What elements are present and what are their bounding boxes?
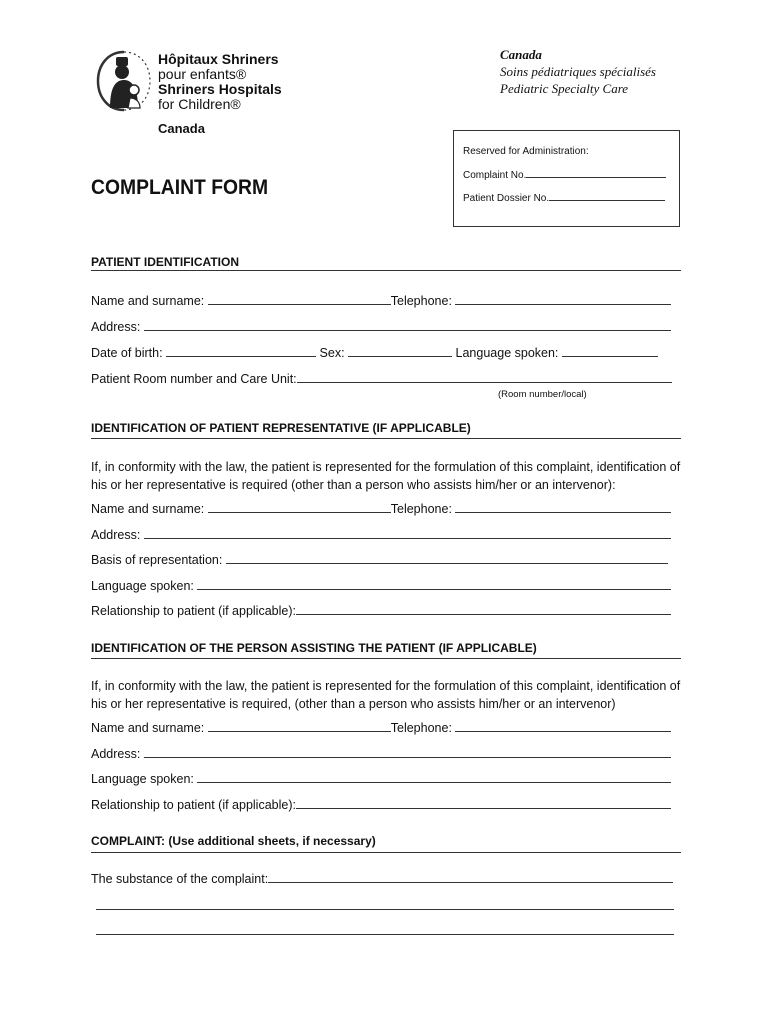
assistant-telephone-label: Telephone: xyxy=(390,721,452,735)
logo-line-2: pour enfants® xyxy=(158,66,247,82)
logo-wordmark xyxy=(158,52,282,112)
representative-relationship-label: Relationship to patient (if applicable): xyxy=(91,604,296,618)
divider xyxy=(91,270,681,271)
assistant-relationship-label: Relationship to patient (if applicable): xyxy=(91,798,296,812)
patient-name-field[interactable] xyxy=(208,304,391,305)
representative-section-heading: IDENTIFICATION OF PATIENT REPRESENTATIVE (IF APPLICABLE) xyxy=(91,421,471,435)
shriners-logo-icon xyxy=(96,48,152,114)
assistant-address-field[interactable] xyxy=(144,757,671,758)
assistant-intro: If, in conformity with the law, the patient is represented for the formulation of this complaint, identification of his or her representative is required, (other than a person who assists him/her or an intervenor) xyxy=(91,679,681,711)
patient-address-row xyxy=(91,320,671,334)
patient-dob-row xyxy=(91,346,658,360)
tagline xyxy=(500,46,656,97)
patient-name-label: Name and surname: xyxy=(91,294,205,308)
assistant-address-label: Address: xyxy=(91,747,141,761)
patient-telephone-label: Telephone: xyxy=(390,294,452,308)
patient-address-field[interactable] xyxy=(144,330,671,331)
patient-sex-field[interactable] xyxy=(348,356,452,357)
patient-telephone-field[interactable] xyxy=(455,304,671,305)
complaint-substance-field[interactable] xyxy=(268,882,673,883)
representative-basis-label: Basis of representation: xyxy=(91,553,223,567)
assistant-address-row xyxy=(91,747,671,761)
logo-line-1: Hôpitaux Shriners xyxy=(158,51,279,67)
representative-relationship-field[interactable] xyxy=(296,614,671,615)
patient-name-row xyxy=(91,294,671,308)
patient-address-label: Address: xyxy=(91,320,141,334)
assistant-telephone-field[interactable] xyxy=(455,731,671,732)
patient-dob-field[interactable] xyxy=(166,356,316,357)
representative-address-label: Address: xyxy=(91,528,141,542)
logo-line-3: Shriners Hospitals xyxy=(158,81,282,97)
logo-line-4: for Children® xyxy=(158,96,241,112)
assistant-language-row xyxy=(91,772,671,786)
representative-name-field[interactable] xyxy=(208,512,391,513)
representative-language-label: Language spoken: xyxy=(91,579,194,593)
patient-section-heading: PATIENT IDENTIFICATION xyxy=(91,255,239,269)
assistant-language-field[interactable] xyxy=(197,782,671,783)
representative-address-row xyxy=(91,528,671,542)
patient-dob-label: Date of birth: xyxy=(91,346,163,360)
tagline-english: Pediatric Specialty Care xyxy=(500,81,629,96)
representative-language-row xyxy=(91,579,671,593)
complaint-number-label: Complaint No. xyxy=(463,170,527,181)
assistant-language-label: Language spoken: xyxy=(91,772,194,786)
dossier-number-row xyxy=(463,193,665,204)
assistant-relationship-row xyxy=(91,798,671,812)
divider xyxy=(91,438,681,439)
assistant-name-field[interactable] xyxy=(208,731,391,732)
complaint-number-field[interactable] xyxy=(526,177,666,178)
representative-address-field[interactable] xyxy=(144,538,671,539)
complaint-substance-row xyxy=(91,872,673,886)
tagline-french: Soins pédiatriques spécialisés xyxy=(500,64,656,79)
admin-reserved-box xyxy=(453,130,680,227)
assistant-section-heading: IDENTIFICATION OF THE PERSON ASSISTING THE PATIENT (IF APPLICABLE) xyxy=(91,641,537,655)
patient-room-row xyxy=(91,372,672,386)
admin-heading: Reserved for Administration: xyxy=(463,146,589,157)
dossier-number-field[interactable] xyxy=(549,200,665,201)
representative-telephone-label: Telephone: xyxy=(390,502,452,516)
representative-basis-field[interactable] xyxy=(226,563,668,564)
representative-relationship-row xyxy=(91,604,671,618)
logo-country: Canada xyxy=(158,121,205,136)
patient-language-field[interactable] xyxy=(562,356,658,357)
assistant-name-label: Name and surname: xyxy=(91,721,205,735)
assistant-name-row xyxy=(91,721,671,735)
patient-room-label: Patient Room number and Care Unit: xyxy=(91,372,297,386)
dossier-number-label: Patient Dossier No. xyxy=(463,193,550,204)
complaint-section-heading: COMPLAINT: (Use additional sheets, if necessary) xyxy=(91,834,376,848)
patient-sex-label: Sex: xyxy=(319,346,345,360)
representative-basis-row xyxy=(91,553,668,567)
complaint-line-2[interactable] xyxy=(96,909,674,910)
representative-intro: If, in conformity with the law, the patient is represented for the formulation of this complaint, identification of his or her representative is required (other than a person who assists him/her or an intervenor): xyxy=(91,460,681,492)
complaint-substance-label: The substance of the complaint: xyxy=(91,872,269,886)
divider xyxy=(91,852,681,853)
complaint-line-3[interactable] xyxy=(96,934,674,935)
divider xyxy=(91,658,681,659)
patient-language-label: Language spoken: xyxy=(455,346,559,360)
patient-room-field[interactable] xyxy=(297,382,672,383)
representative-name-row xyxy=(91,502,671,516)
room-hint: (Room number/local) xyxy=(498,389,587,400)
complaint-number-row xyxy=(463,170,666,181)
representative-language-field[interactable] xyxy=(197,589,671,590)
assistant-relationship-field[interactable] xyxy=(296,808,671,809)
page-title: COMPLAINT FORM xyxy=(91,176,269,199)
tagline-country: Canada xyxy=(500,47,542,62)
representative-telephone-field[interactable] xyxy=(455,512,671,513)
representative-name-label: Name and surname: xyxy=(91,502,205,516)
